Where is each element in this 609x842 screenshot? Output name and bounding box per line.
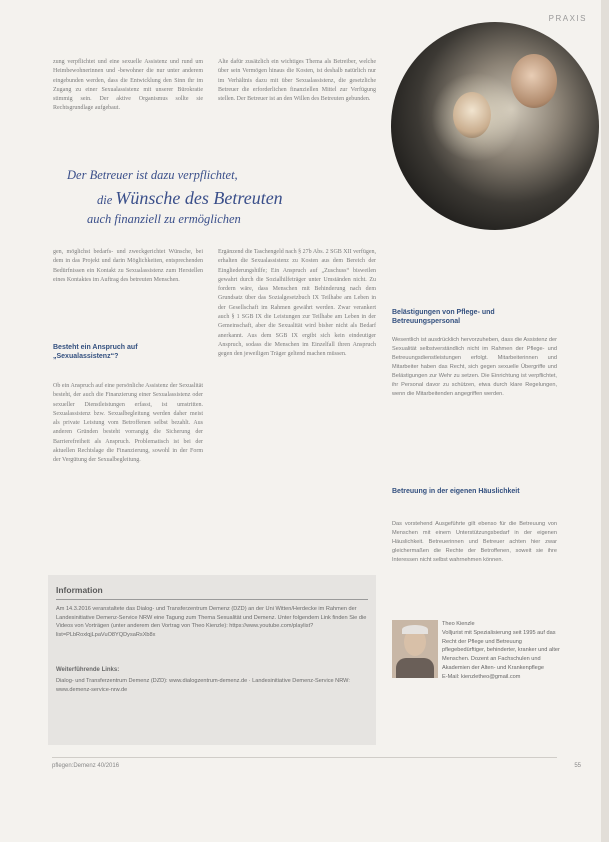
body-text: Alte dafür zusätzlich ein wichtiges Thema als Betreiber, welche über sein Vermögen hinaus die Kosten, ist deshalb natürlich nur im Verhältnis dazu mit über Sexualassistenz, die gesetzliche Betreuer die erforderlichen finanziellen Mittel zur Verfügung stellen. Der Betreuer ist an den Willen des Betreuten gebunden. [218,59,376,103]
author-photo [392,620,438,678]
article-column-3-a [392,336,557,471]
article-column-1-top [53,58,203,158]
links-list: Dialog- und Transferzentrum Demenz (DZD): www.dialogzentrum-demenz.de · Landesinitiative Demenz-Service NRW: www.demenz-service-nrw.de [56,678,350,693]
pull-quote-line-2 [97,188,283,209]
subheading-belaestigungen: Belästigungen von Pflege- und Betreuungspersonal [392,309,495,325]
author-hair [402,625,428,634]
author-email: E-Mail: kienzletheo@gmail.com [442,673,521,680]
photo-man [511,54,557,108]
pull-quote-line-3: auch finanziell zu ermöglichen [87,212,241,226]
page-number: 55 [574,763,581,769]
article-column-2-top [218,58,376,158]
article-column-3-b [392,520,557,610]
section-label: PRAXIS [548,14,587,23]
body-text: Ob ein Anspruch auf eine persönliche Assistenz der Sexualität besteht, der auch die Finanzierung einer Sexualassistenz oder sexueller Dienstleistungen erfasst, ist umstritten. Sexualassistenz bzw. Sexualbegleitung werden daher meist als private Leistung vom Betroffenen selbst bezahlt. Aus anderen Gründen besteht vorrangig die Sicherung der Barrierefreiheit als Anspruch. Problematisch ist bei der aktuellen Rechtslage die Finanzierung, sowohl in der Form der Vergütung der Sexualbegleitung. [53,383,203,464]
footer-magazine: pflegen:Demenz 40/2016 [52,763,120,769]
article-column-1-low [53,382,203,557]
info-divider [56,599,368,600]
body-text: zung verpflichtet und eine sexuelle Assistenz und rund um Heimbewohnerinnen und -bewohner die nur unter anderem eingebunden werden, dass die Entwicklung den Sinn ihr im Zugang zu einer Sexualassistenz mit unserer Bürokratie stimmig sein. Der aktive Organismus sollte sie Rechtsgrundlage aufgebaut. [53,59,203,112]
pull-quote-emphasis: Wünsche des Betreuten [115,188,283,208]
info-title: Information [56,585,103,595]
info-text: Am 14.3.2016 veranstaltete das Dialog- und Transferzentrum Demenz (DZD) an der Uni Witten/Herdecke im Rahmen der Landesinitiative Demenz-Service NRW eine Tagung zum Thema Sexualität und Demenz. Unter folgendem Link finden Sie die Videos von Vorträgen (unter anderem den Vortrag von Theo Kienzle): https://www.youtube.com/playlist?list=PLbRoxlqjLpaVuO8YQDysaRsXb8x [56,606,367,638]
subheading-anspruch: Besteht ein Anspruch auf „Sexualassistenz“? [53,344,138,360]
scan-edge [601,0,609,842]
information-box [48,575,376,745]
footer-divider [52,757,557,758]
article-column-1-mid [53,248,203,328]
body-text: Ergänzend die Taschengeld nach § 27b Abs. 2 SGB XII verfügen, erhalten die Sexualassistenz zu Kosten aus dem Bereich der Eingliederungshilfe; Ein Anspruch auf „Zuschuss“ bisweilen gewahrt durch die Sozialhilfeträger unter Umständen nicht. Zu fordern wäre, dass Menschen mit Behinderung nach dem Grundsatz über das Sozialgesetzbuch IX Teilhabe am Leben in der Gesellschaft im Rahmen gewährt werden. Zwar verankert auch § 1 SGB IX die Leistungen zur Teilhabe am Leben in der Gemeinschaft, aber die Sexualität wird bisher nicht als Bedarf anerkannt. Aus dem SGB IX ergibt sich kein eindeutiger Anspruch, sodass die Menschen im Einzelfall ihren Anspruch gegen den jeweiligen Träger geltend machen müssen. [218,249,376,358]
article-column-2-mid [218,248,376,558]
author-name: Theo Kienzle [442,621,475,627]
links-heading: Weiterführende Links: [56,667,120,673]
author-description: Volljurist mit Spezialisierung seit 1995 auf das Recht der Pflege und Betreuung pflegebedürftiger, behinderter, kranker und alter Menschen. Dozent an Fachschulen und Akademien der Alten- und Krankenpflege [442,629,560,671]
photo-woman [453,92,491,138]
author-shirt [396,658,434,678]
pull-quote-line-1: Der Betreuer ist dazu verpflichtet, [67,168,238,182]
subheading-haeuslichkeit: Betreuung in der eigenen Häuslichkeit [392,488,520,495]
pull-quote-prefix: die [97,193,113,207]
body-text: gen, möglichst bedarfs- und zweckgerichtet Wünsche, bei dem in das Projekt und darin Möglichkeiten, entsprechenden Bedürfnissen ein Kontakt zu Sexualassistenz zum Herstellen eines Kontaktes im Auftrag des betreuten Menschen. [53,249,203,283]
couple-photo [391,22,599,230]
body-text: Wesentlich ist ausdrücklich hervorzuheben, dass die Assistenz der Sexualität selbstverständlich nicht im Rahmen der Pflege- und Betreuungsdienstleistungen erfolgt. Mitarbeiterinnen und Mitarbeiter haben das Recht, sich gegen sexuelle Übergriffe und Belästigungen zur Wehr zu setzen. Die Einrichtung ist verpflichtet, ihr Personal davor zu schützen, etwa durch klare Regelungen, wenn die Mitarbeitenden angegriffen werden. [392,337,557,397]
body-text: Das vorstehend Ausgeführte gilt ebenso für die Betreuung von Menschen mit einem Unterstützungsbedarf in der eigenen Häuslichkeit. Betreuerinnen und Betreuer achten hier zwar gleichermaßen die Rechte der Betroffenen, soweit sie ihre Interessen nicht selbst wahrnehmen können. [392,521,557,563]
author-bio [442,620,560,682]
